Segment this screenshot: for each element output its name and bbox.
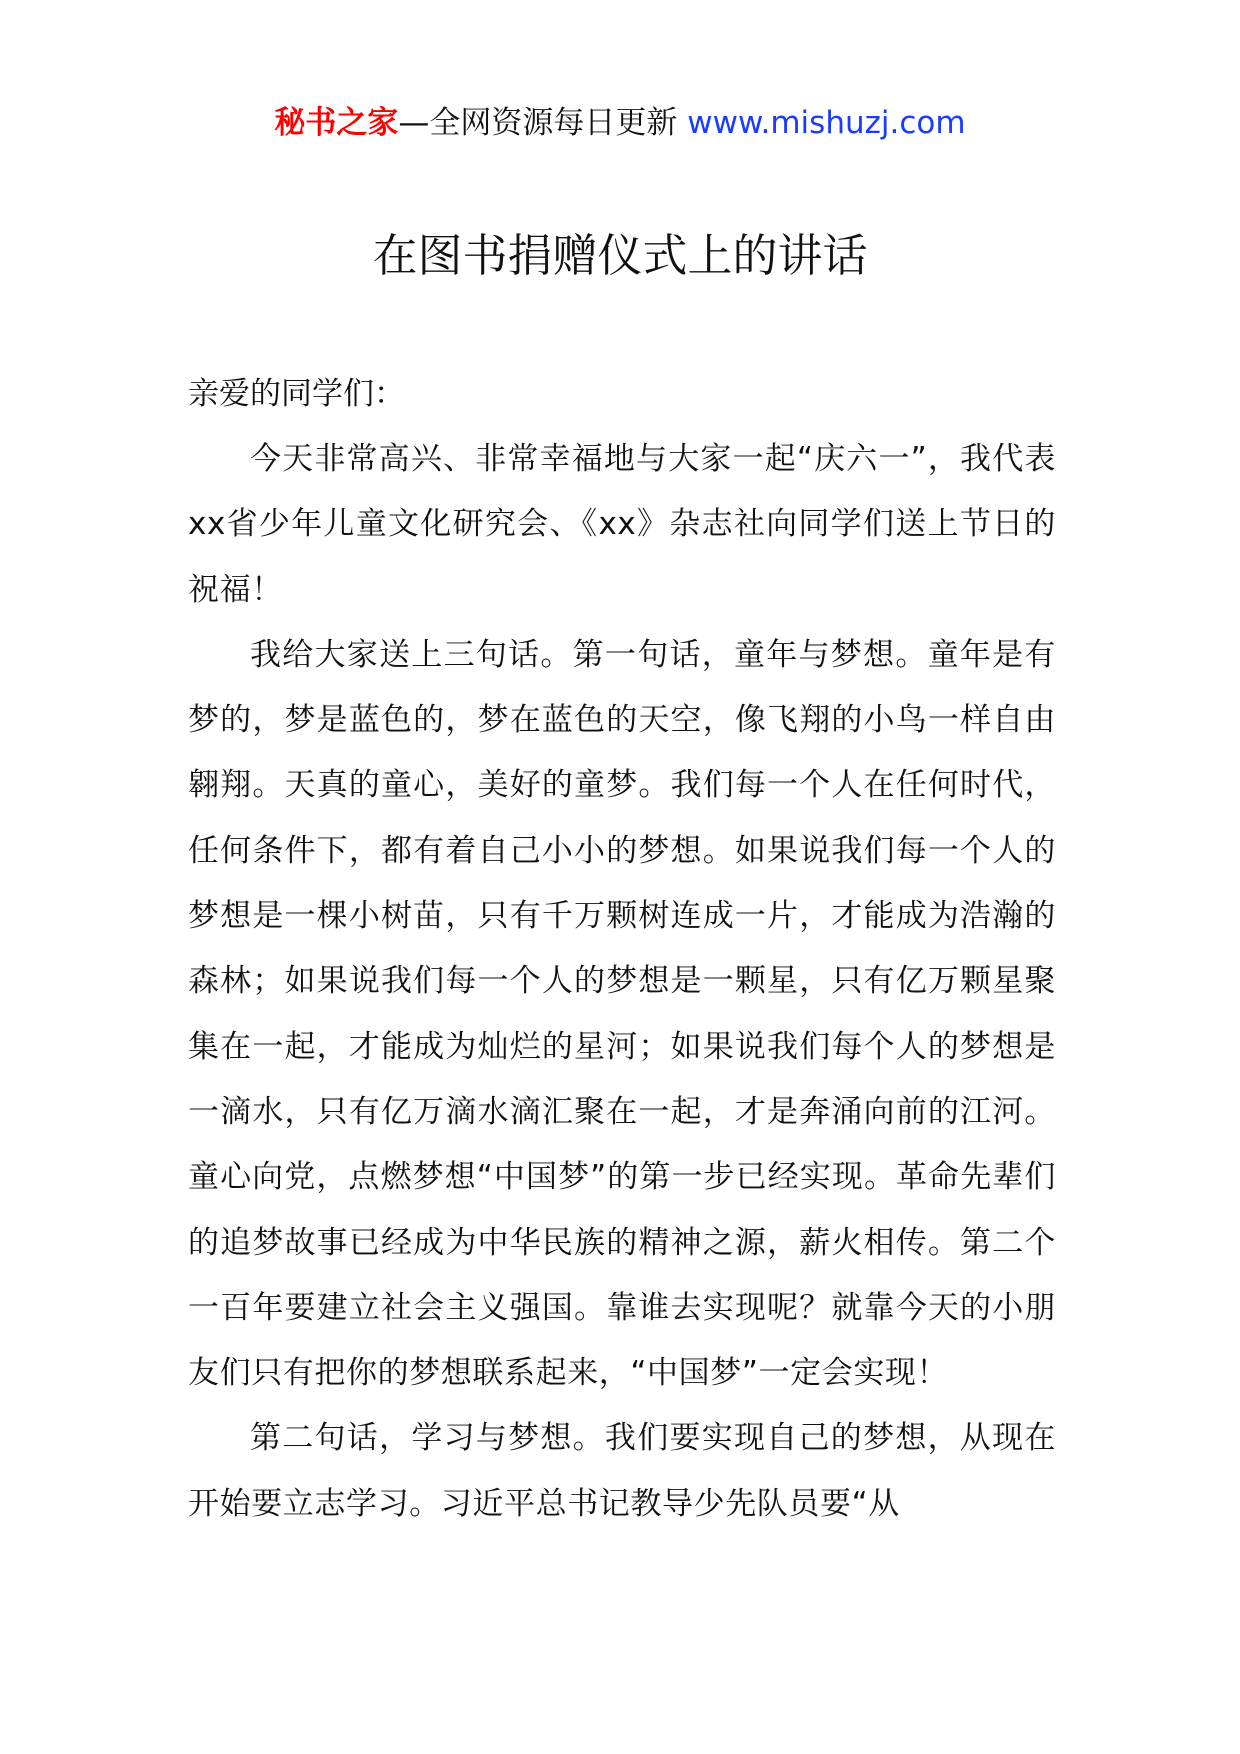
site-url-link[interactable]: www.mishuzj.com: [687, 105, 966, 141]
paragraph-3: 第二句话，学习与梦想。我们要实现自己的梦想，从现在开始要立志学习。习近平总书记教导少先队员要“从: [188, 1420, 1056, 1522]
document-body: [188, 362, 1056, 1537]
document-title: 在图书捐赠仪式上的讲话: [372, 229, 868, 282]
paragraph-2: 我给大家送上三句话。第一句话，童年与梦想。童年是有梦的，梦是蓝色的，梦在蓝色的天空，像飞翔的小鸟一样自由翱翔。天真的童心，美好的童梦。我们每一个人在任何时代，任何条件下，都有着自己小小的梦想。如果说我们每一个人的梦想是一棵小树苗，只有千万颗树连成一片，才能成为浩瀚的森林；如果说我们每一个人的梦想是一颗星，只有亿万颗星聚集在一起，才能成为灿烂的星河；如果说我们每个人的梦想是一滴水，只有亿万滴水滴汇聚在一起，才是奔涌向前的江河。童心向党，点燃梦想“中国梦”的第一步已经实现。革命先辈们的追梦故事已经成为中华民族的精神之源，薪火相传。第二个一百年要建立社会主义强国。靠谁去实现呢？就靠今天的小朋友们只有把你的梦想联系起来，“中国梦”一定会实现！: [188, 636, 1056, 1392]
salutation: 亲爱的同学们：: [188, 376, 405, 412]
site-header: [0, 100, 1240, 146]
site-brand: 秘书之家: [274, 105, 399, 141]
paragraph-1: 今天非常高兴、非常幸福地与大家一起“庆六一”，我代表xx省少年儿童文化研究会、《xx》杂志社向同学们送上节日的祝福！: [188, 441, 1056, 608]
site-tagline: —全网资源每日更新: [398, 105, 678, 141]
